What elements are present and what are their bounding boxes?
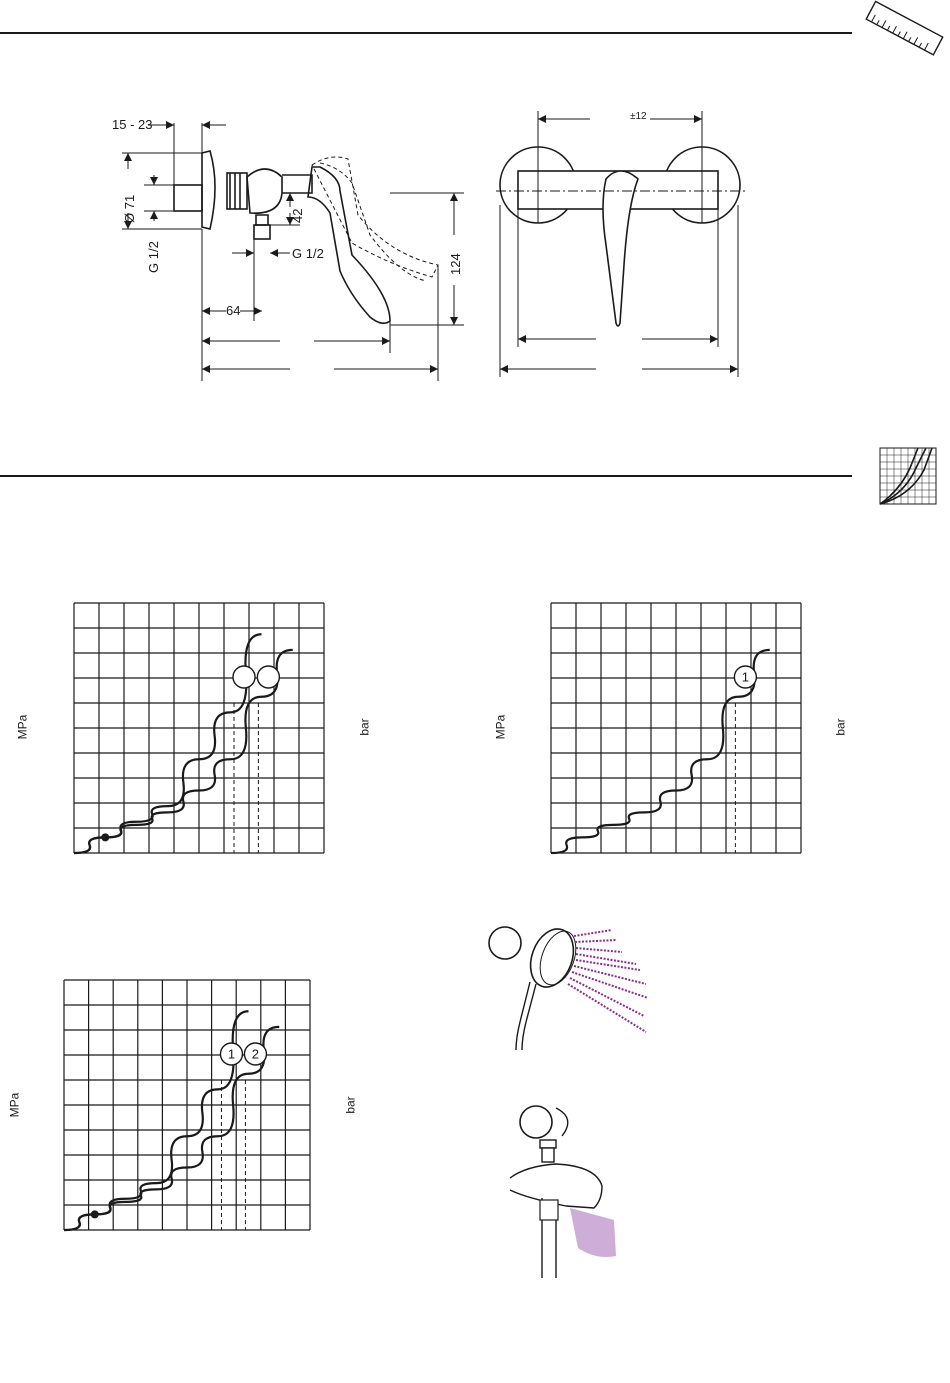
unit-label-mpa: MPa: [7, 1092, 22, 1118]
dim-thread-inlet: G 1/2: [146, 241, 161, 273]
curve-label-text: 2: [251, 1046, 260, 1062]
unit-label-bar: bar: [343, 1096, 358, 1114]
unit-label-mpa: MPa: [493, 714, 508, 740]
unit-label-bar: bar: [833, 718, 848, 736]
dim-height-42: 42: [290, 208, 305, 223]
series-line-1: [74, 634, 262, 853]
origin-dot: [91, 1210, 99, 1218]
handshower-icon: [486, 922, 666, 1052]
dim-offset-range: 15 - 23: [112, 117, 153, 132]
dim-thread-outlet: G 1/2: [292, 246, 324, 261]
curve-label-circle: [257, 666, 279, 688]
curve-label-text: 1: [741, 669, 749, 685]
flow-chart-1: [74, 603, 324, 853]
section-rule-middle: [0, 475, 852, 477]
dim-diameter: Ø 71: [122, 194, 137, 223]
dim-adjust: ±12: [630, 111, 647, 122]
curve-label-circle: [233, 666, 255, 688]
origin-dot: [101, 833, 109, 841]
unit-label-mpa: MPa: [15, 714, 30, 740]
bath-spout-icon: [506, 1100, 626, 1280]
unit-label-bar: bar: [357, 718, 372, 736]
series-line-1: [64, 1011, 249, 1230]
dim-depth-64: 64: [226, 303, 241, 318]
section-rule-top: [0, 32, 852, 34]
technical-drawing: [90, 95, 850, 395]
ruler-icon: [864, 4, 944, 54]
dim-height-124: 124: [448, 253, 463, 275]
curve-label-text: 1: [227, 1046, 236, 1062]
flow-chart-3: [64, 980, 310, 1230]
flow-chart-icon: [880, 448, 936, 504]
flow-chart-2: [551, 603, 801, 853]
